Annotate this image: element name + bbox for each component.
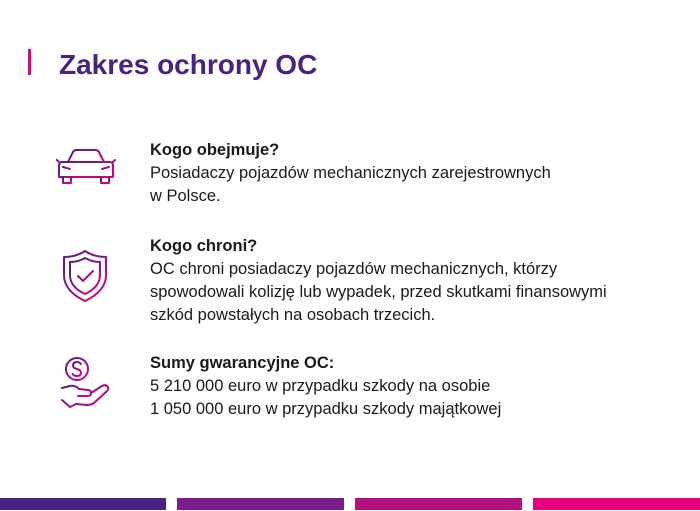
bottom-bar-segment: [0, 498, 166, 510]
bottom-bar-segment: [533, 498, 700, 510]
page-title: Zakres ochrony OC: [59, 49, 318, 80]
item-text-line: spowodowali kolizję lub wypadek, przed skutkami finansowymi: [150, 283, 607, 301]
item-heading: Kogo obejmuje?: [150, 141, 280, 159]
item-text-line: szkód powstałych na osobach trzecich.: [150, 306, 436, 324]
item-text-line: w Polsce.: [150, 187, 221, 205]
shield-check-icon: [62, 249, 108, 308]
item-text-line: Posiadaczy pojazdów mechanicznych zarejestrownych: [150, 164, 551, 182]
item-heading: Sumy gwarancyjne OC:: [150, 354, 335, 372]
item-text-line: 1 050 000 euro w przypadku szkody majątkowej: [150, 400, 502, 418]
car-icon: [56, 147, 116, 192]
item-text-line: OC chroni posiadaczy pojazdów mechanicznych, którzy: [150, 260, 558, 278]
title-accent-bar: [28, 49, 31, 75]
bottom-bar-segment: [355, 498, 522, 510]
item-heading: Kogo chroni?: [150, 237, 258, 255]
bottom-bar-segment: [177, 498, 344, 510]
hand-coin-icon: [58, 354, 114, 419]
item-text-line: 5 210 000 euro w przypadku szkody na osobie: [150, 377, 491, 395]
